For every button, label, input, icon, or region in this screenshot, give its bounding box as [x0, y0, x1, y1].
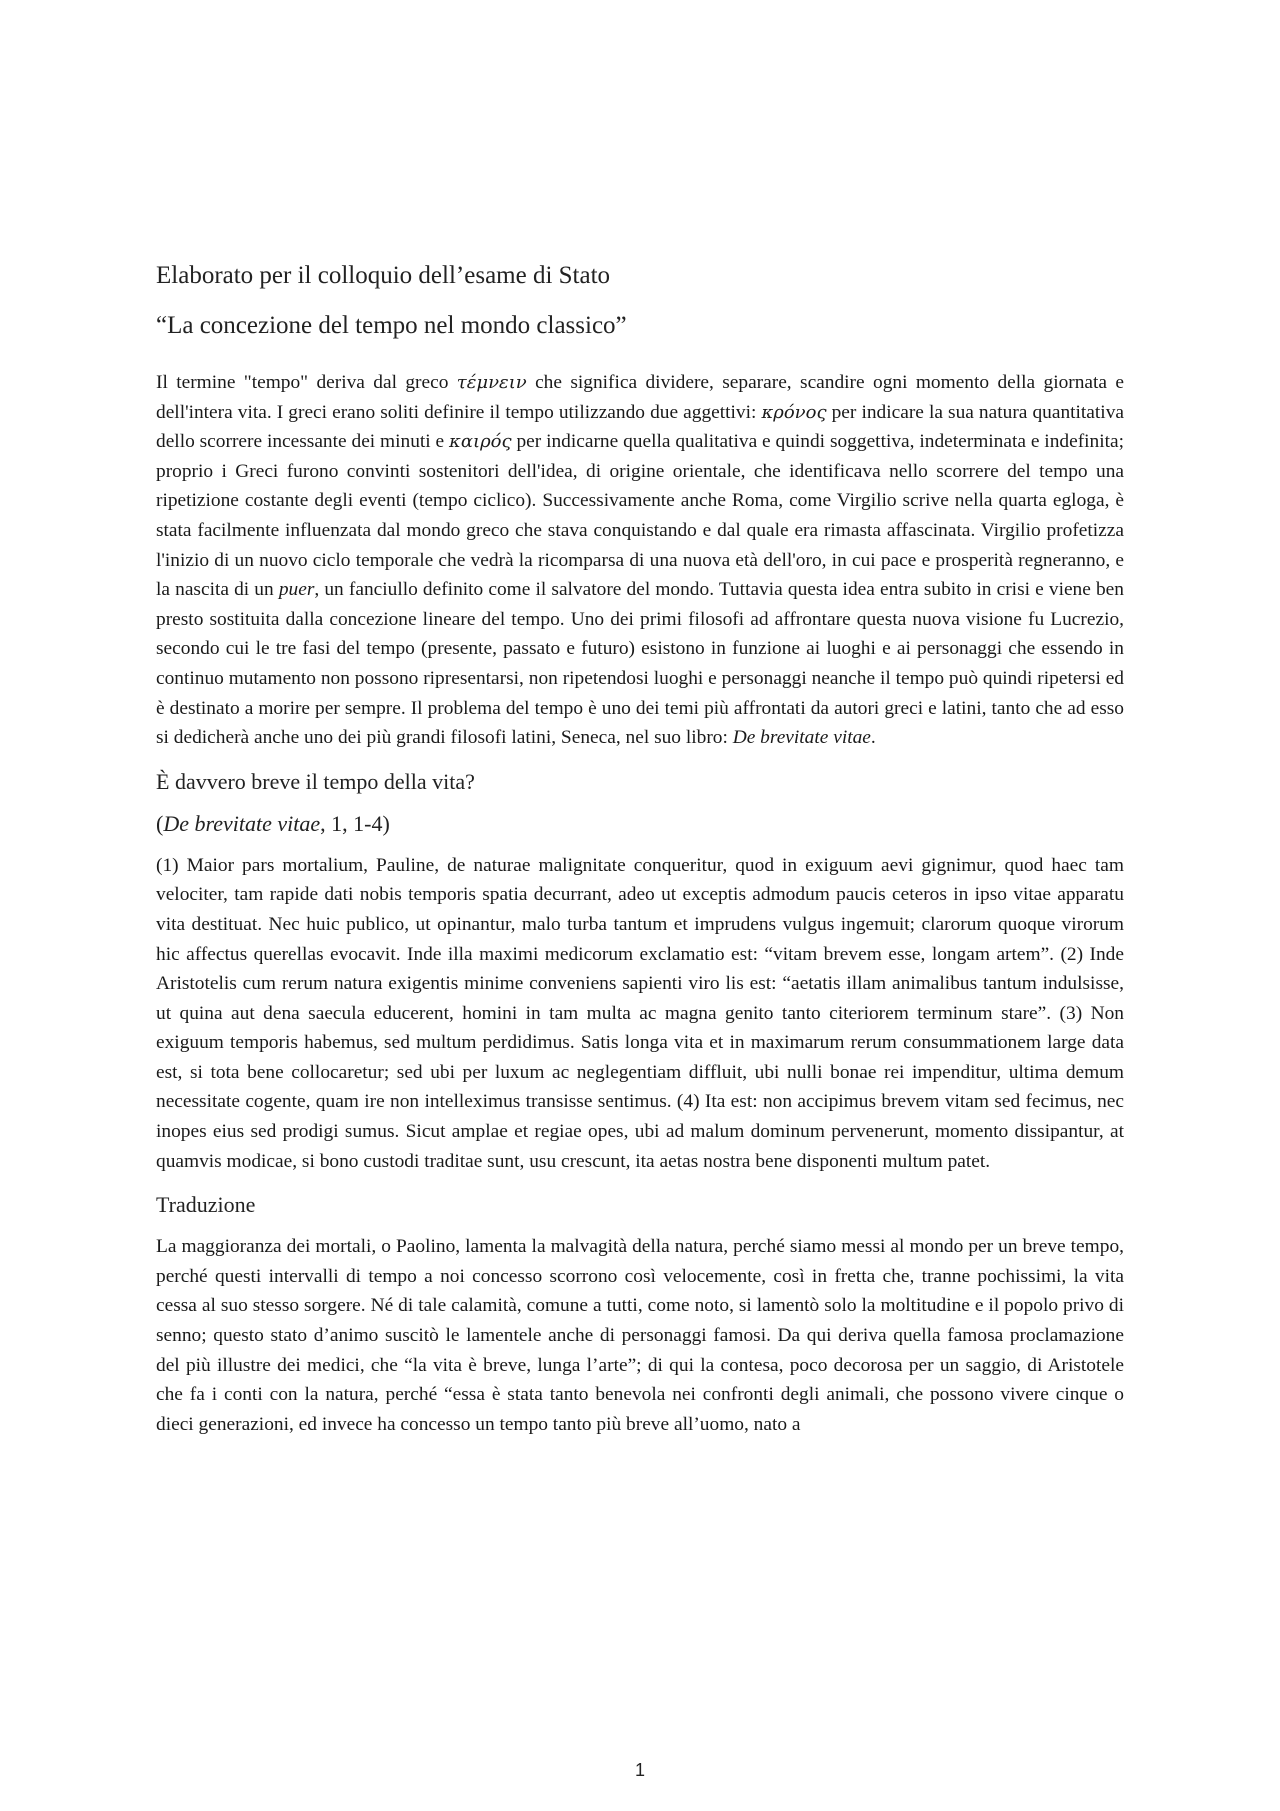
book-title: De brevitate vitae	[732, 727, 871, 749]
word-puer: puer	[278, 579, 315, 601]
page-number: 1	[634, 1760, 645, 1780]
greek-word-kairos: καιρός	[449, 431, 512, 453]
section-heading-brevity: È davvero breve il tempo della vita?	[156, 768, 475, 794]
intro-paragraph: Il termine "tempo" deriva dal greco τέμνειν che significa dividere, separare, scandire ogni momento della giornata e dell'intera vita. I greci erano soliti definire il tempo utilizzando due aggettivi: κρόνος per indicare la sua natura quantitativa dello scorrere incessante dei minuti e καιρός per indicarne quella qualitativa e quindi soggettiva, indeterminata e indefinita; proprio i Greci furono convinti sostenitori dell'idea, di origine orientale, che identificava nello scorrere del tempo una ripetizione costante degli eventi (tempo ciclico). Successivamente anche Roma, come Virgilio scrive nella quarta egloga, è stata facilmente influenzata dal mondo greco che stava conquistando e dal quale era rimasta affascinata. Virgilio profetizza l'inizio di un nuovo ciclo temporale che vedrà la ricomparsa di una nuova età dell'oro, in cui pace e prosperità regneranno, e la nascita di un puer, un fanciullo definito come il salvatore del mondo. Tuttavia questa idea entra subito in crisi e viene ben presto sostituita dalla concezione lineare del tempo. Uno dei primi filosofi ad affrontare questa nuova visione fu Lucrezio, secondo cui le tre fasi del tempo (presente, passato e futuro) esistono in funzione ai luoghi e ai personaggi che essendo in continuo mutamento non possono ripresentarsi, non ripetendosi luoghi e personaggi neanche il tempo può quindi ripetersi ed è destinato a morire per sempre. Il problema del tempo è uno dei temi più affrontati da autori greci e latini, tanto che ad esso si dedicherà anche uno dei più grandi filosofi latini, Seneca, nel suo libro: De brevitate vitae.	[156, 372, 1124, 749]
section-heading-translation: Traduzione	[156, 1192, 256, 1218]
translation-paragraph: La maggioranza dei mortali, o Paolino, lamenta la malvagità della natura, perché siamo messi al mondo per un breve tempo, perché questi intervalli di tempo a noi concesso scorrono così velocemente, così in fretta che, tranne pochissimi, la vita cessa al suo stesso sorgere. Né di tale calamità, comune a tutti, come noto, si lamentò solo la moltitudine e il popolo privo di senno; questo stato d’animo suscitò le lamentele anche di personaggi famosi. Da qui deriva quella famosa proclamazione del più illustre dei medici, che “la vita è breve, lunga l’arte”; di qui la contesa, poco decorosa per un saggio, di Aristotele che fa i conti con la natura, perché “essa è stata tanto benevola nei confronti degli animali, che possono vivere cinque o dieci generazioni, ed invece ha concesso un tempo tanto più breve all’uomo, nato a	[156, 1236, 1124, 1435]
section-reference: (De brevitate vitae, 1, 1-4)	[156, 810, 390, 836]
greek-word-temnein: τέμνειν	[456, 372, 527, 393]
document-page	[156, 260, 1124, 1453]
greek-word-kronos: κρόνος	[761, 401, 827, 423]
document-title: Elaborato per il colloquio dell’esame di Stato	[156, 262, 611, 289]
latin-text-paragraph: (1) Maior pars mortalium, Pauline, de naturae malignitate conqueritur, quod in exiguum aevi gignimur, quod haec tam velociter, tam rapide dati nobis temporis spatia decurrant, adeo ut exceptis admodum paucis ceteros in ipso vitae apparatu vita destituat. Nec huic publico, ut opinantur, malo turba tantum et imprudens vulgus ingemuit; clarorum quoque virorum hic affectus querellas evocavit. Inde illa maximi medicorum exclamatio est: “vitam brevem esse, longam artem”. (2) Inde Aristotelis cum rerum natura exigentis minime conveniens sapienti viro lis est: “aetatis illam animalibus tantum indulsisse, ut quina aut dena saecula educerent, homini in tam multa ac magna genito tanto citeriorem terminum stare”. (3) Non exiguum temporis habemus, sed multum perdidimus. Satis longa vita et in maximarum rerum consummationem large data est, si tota bene collocaretur; sed ubi per luxum ac neglegentiam diffluit, ubi nulli bonae rei impenditur, ultima demum necessitate cogente, quam ire non intelleximus transisse sentimus. (4) Ita est: non accipimus brevem vitam sed fecimus, nec inopes eius sed prodigi sumus. Sicut amplae et regiae opes, ubi ad malum dominum pervenerunt, momento dissipantur, at quamvis modicae, si bono custodi traditae sunt, usu crescunt, ita aetas nostra bene disponenti multum patet.	[156, 854, 1124, 1172]
document-subtitle: “La concezione del tempo nel mondo classico”	[156, 312, 627, 339]
